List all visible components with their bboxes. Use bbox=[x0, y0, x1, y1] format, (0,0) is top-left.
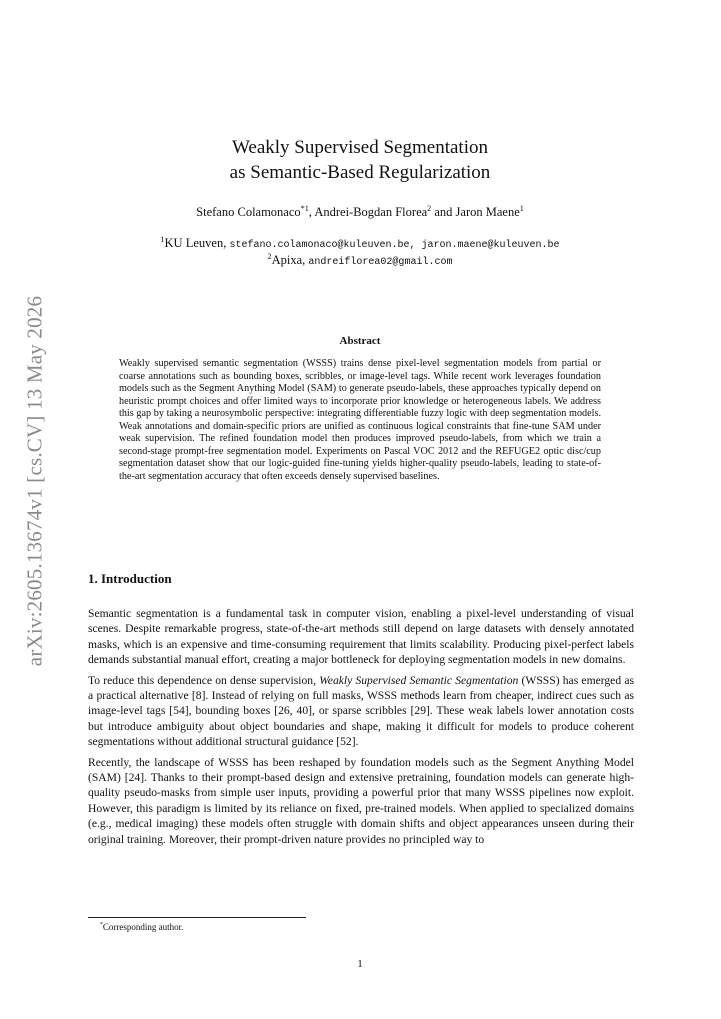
arxiv-identifier-stamp[interactable] bbox=[20, 290, 50, 672]
affiliation-2 bbox=[90, 252, 630, 268]
emphasized-term: Weakly Supervised Semantic Segmentation bbox=[319, 673, 519, 687]
abstract-heading: Abstract bbox=[339, 335, 381, 347]
author-affiliation-mark: 1 bbox=[519, 204, 524, 213]
footnote-text: Corresponding author. bbox=[102, 922, 184, 932]
section-heading: 1. Introduction bbox=[88, 571, 172, 586]
affiliation-emails[interactable]: stefano.colamonaco@kuleuven.be, jaron.maene@kuleuven.be bbox=[229, 240, 560, 252]
affiliation-emails[interactable]: andreiflorea02@gmail.com bbox=[308, 257, 453, 269]
paragraph-text: To reduce this dependence on dense supervision, bbox=[88, 673, 320, 687]
affiliation-mark: 1 bbox=[160, 235, 165, 244]
author-list bbox=[90, 204, 630, 220]
introduction-body bbox=[88, 606, 634, 852]
author-affiliation-mark: *1 bbox=[300, 204, 309, 213]
title-line-2: as Semantic-Based Regularization bbox=[229, 162, 491, 183]
affiliation-name: KU Leuven, bbox=[164, 236, 230, 251]
paragraph: Semantic segmentation is a fundamental task in computer vision, enabling a pixel-level understanding of visual scenes. Despite remarkable progress, state-of-the-art methods still depend on large datasets with densely annotated masks, which is an expensive and time-consuming requirement that limits scalability. Producing pixel-perfect labels demands substantial manual effort, creating a major bottleneck for deploying segmentation models in new domains. bbox=[88, 607, 634, 667]
paragraph: Recently, the landscape of WSSS has been reshaped by foundation models such as the Segment Anything Model (SAM) [24]. Thanks to their prompt-based design and extensive pretraining, foundation models can generate high-quality pseudo-masks from simple user inputs, providing a powerful prior that many WSSS pipelines now exploit. However, this paradigm is limited by its reliance on fixed, pre-trained models. When applied to specialized domains (e.g., medical imaging) these models often struggle with domain shifts and object appearances unseen during their original training. Moreover, their prompt-driven nature provides no principled way to bbox=[88, 755, 634, 846]
abstract-text: Weakly supervised semantic segmentation (WSSS) trains dense pixel-level segmentation models from partial or coarse annotations such as bounding boxes, scribbles, or image-level tags. While recent work leverages foundation models such as the Segment Anything Model (SAM) to generate pseudo-labels, these approaches typically depend on heuristic prompt choices and offer limited ways to incorporate prior knowledge or heterogeneous labels. We address this gap by taking a neurosymbolic perspective: integrating differentiable fuzzy logic with deep segmentation models. Weak annotations and domain-specific priors are unified as continuous logical constraints that fine-tune SAM under weak supervision. The refined foundation model then produces improved pseudo-labels, from which we train a second-stage prompt-free segmentation model. Experiments on Pascal VOC 2012 and the REFUGE2 optic disc/cup segmentation dataset show that our logic-guided fine-tuning yields higher-quality pseudo-labels, leading to state-of-the-art segmentation accuracy that often exceeds densely supervised baselines. bbox=[119, 358, 601, 482]
title-line-1: Weakly Supervised Segmentation bbox=[232, 137, 488, 158]
paragraph-text: (WSSS) has emerged as a practical alternative [8]. Instead of relying on full masks, WSSS methods learn from cheaper, indirect cues such as image-level tags [54], bounding boxes [26, 40], or sparse scribbles [29]. These weak labels lower annotation costs but introduce ambiguity about object boundaries and shape, making it difficult for models to produce coherent segmentations without additional structural guidance [52]. bbox=[88, 673, 634, 749]
affiliation-mark: 2 bbox=[267, 252, 272, 261]
footnote bbox=[100, 922, 183, 932]
affiliation-1 bbox=[90, 235, 630, 251]
author-separator: and bbox=[431, 205, 456, 220]
paper-title bbox=[150, 135, 570, 185]
author-affiliation-mark: 2 bbox=[427, 204, 432, 213]
footnote-mark: * bbox=[100, 922, 103, 928]
affiliation-name: Apixa, bbox=[271, 253, 309, 268]
arxiv-identifier-text: arXiv:2605.13674v1 [cs.CV] 13 May 2026 bbox=[22, 295, 47, 667]
paragraph bbox=[88, 673, 634, 750]
author-name: Jaron Maene bbox=[455, 205, 520, 220]
footnote-divider bbox=[88, 917, 306, 918]
author-separator: , bbox=[308, 205, 315, 220]
author-name: Stefano Colamonaco bbox=[196, 205, 301, 220]
page-number: 1 bbox=[357, 958, 363, 970]
author-name: Andrei-Bogdan Florea bbox=[314, 205, 428, 220]
